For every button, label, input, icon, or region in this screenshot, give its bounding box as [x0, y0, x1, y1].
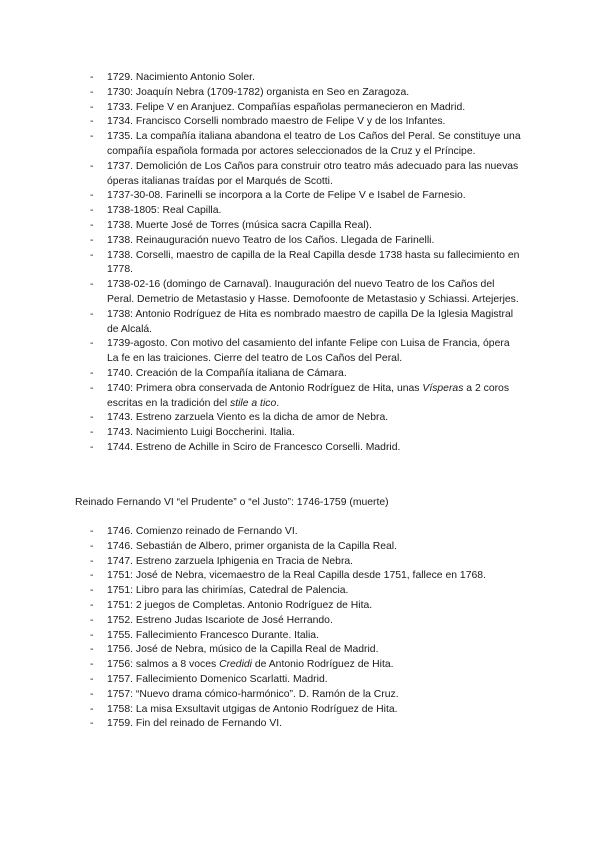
- list-item: - 1744. Estreno de Achille in Sciro de Francesco Corselli. Madrid.: [90, 441, 401, 453]
- list-item: - 1738-02-16 (domingo de Carnaval). Inauguración del nuevo Teatro de los Caños del Peral. Demetrio de Metastasio y Hasse. Demofoonte de Metastasio y Schiassi. Artejerjes.: [90, 279, 519, 305]
- item-text: 1757. Fallecimiento Domenico Scarlatti. Madrid.: [107, 673, 328, 685]
- list-item: - 1738. Muerte José de Torres (música sacra Capilla Real).: [90, 219, 372, 231]
- list-item: - 1756: salmos a 8 voces Credidi de Antonio Rodríguez de Hita.: [90, 659, 394, 671]
- item-text-middle: a 2 coros escritas en la tradición del: [107, 382, 510, 409]
- list-item: - 1740: Primera obra conservada de Antonio Rodríguez de Hita, unas Vísperas a 2 coros escritas en la tradición del stile a tico.: [90, 382, 510, 409]
- item-text: 1743. Nacimiento Luigi Boccherini. Italia.: [107, 427, 295, 439]
- list-item: - 1752. Estreno Judas Iscariote de José Herrando.: [90, 614, 333, 626]
- item-text: 1735. La compañía italiana abandona el teatro de Los Caños del Peral. Se constituye una compañía española formada por actores seleccionados de la Cruz y el Príncipe.: [107, 131, 521, 157]
- list-item: - 1735. La compañía italiana abandona el teatro de Los Caños del Peral. Se constituye una compañía española formada por actores seleccionados de la Cruz y el Príncipe.: [90, 131, 521, 157]
- list-item: - 1756. José de Nebra, músico de la Capilla Real de Madrid.: [90, 644, 379, 656]
- item-text: 1751: José de Nebra, vicemaestro de la Real Capilla desde 1751, fallece en 1768.: [107, 570, 486, 582]
- item-text-end: .: [276, 397, 280, 409]
- list-item: - 1739-agosto. Con motivo del casamiento del infante Felipe con Luisa de Francia, ópera La fe en las traiciones. Cierre del teatro de Los Caños del Peral.: [90, 338, 510, 365]
- item-text-start: 1756: salmos a 8 voces: [107, 659, 220, 671]
- item-text: 1756. José de Nebra, músico de la Capilla Real de Madrid.: [107, 644, 379, 656]
- item-text: 1733. Felipe V en Aranjuez. Compañías españolas permanecieron en Madrid.: [107, 101, 466, 113]
- section-heading-fernando-vi: Reinado Fernando VI “el Prudente” o “el Justo”: 1746-1759 (muerte): [75, 497, 389, 508]
- item-text: 1746. Sebastián de Albero, primer organista de la Capilla Real.: [107, 540, 397, 552]
- list-item: - 1757: “Nuevo drama cómico-harmónico”. D. Ramón de la Cruz.: [90, 688, 399, 700]
- item-text-end: de Antonio Rodríguez de Hita.: [251, 659, 394, 671]
- list-item: - 1738-1805: Real Capilla.: [90, 205, 222, 217]
- list-item: - 1758: La misa Exsultavit utgigas de Antonio Rodríguez de Hita.: [90, 703, 398, 715]
- item-text: 1751: Libro para las chirimías, Catedral de Palencia.: [107, 585, 349, 597]
- item-text: 1738. Muerte José de Torres (música sacra Capilla Real).: [107, 219, 372, 231]
- item-text: 1738-1805: Real Capilla.: [107, 205, 222, 217]
- list-item: - 1740. Creación de la Compañía italiana de Cámara.: [90, 367, 347, 379]
- item-text: 1755. Fallecimiento Francesco Durante. Italia.: [107, 629, 319, 641]
- item-text: 1738: Antonio Rodríguez de Hita es nombrado maestro de capilla De la Iglesia Magistral de Alcalá.: [107, 308, 514, 335]
- list-item: - 1737-30-08. Farinelli se incorpora a la Corte de Felipe V e Isabel de Farnesio.: [90, 190, 466, 202]
- item-text: 1734. Francisco Corselli nombrado maestro de Felipe V y de los Infantes.: [107, 116, 446, 128]
- item-text: 1738. Corselli, maestro de capilla de la Real Capilla desde 1738 hasta su fallecimiento en 1778.: [107, 249, 520, 276]
- list-item: - 1743. Estreno zarzuela Viento es la dicha de amor de Nebra.: [90, 412, 389, 424]
- list-item: - 1737. Demolición de Los Caños para construir otro teatro más adecuado para las nuevas óperas italianas traídas por el Marqués de Scotti.: [90, 160, 519, 187]
- list-item: - 1738: Antonio Rodríguez de Hita es nombrado maestro de capilla De la Iglesia Magistral de Alcalá.: [90, 308, 514, 335]
- list-item: - 1734. Francisco Corselli nombrado maestro de Felipe V y de los Infantes.: [90, 116, 446, 128]
- list-item: - 1743. Nacimiento Luigi Boccherini. Italia.: [90, 427, 295, 439]
- list-item: - 1747. Estreno zarzuela Iphigenia en Tracia de Nebra.: [90, 555, 354, 567]
- list-item: - 1751: José de Nebra, vicemaestro de la Real Capilla desde 1751, fallece en 1768.: [90, 570, 486, 582]
- list-item: - 1730: Joaquín Nebra (1709-1782) organista en Seo en Zaragoza.: [90, 86, 410, 98]
- events-list-felipe-v: [0, 71, 600, 456]
- list-item: - 1755. Fallecimiento Francesco Durante. Italia.: [90, 629, 319, 641]
- list-item: - 1757. Fallecimiento Domenico Scarlatti. Madrid.: [90, 673, 328, 685]
- item-text: 1744. Estreno de Achille in Sciro de Francesco Corselli. Madrid.: [107, 441, 401, 453]
- item-text: 1758: La misa Exsultavit utgigas de Antonio Rodríguez de Hita.: [107, 703, 398, 715]
- item-text-start: 1740: Primera obra conservada de Antonio Rodríguez de Hita, unas: [107, 382, 423, 394]
- list-item: - 1751: 2 juegos de Completas. Antonio Rodríguez de Hita.: [90, 599, 373, 611]
- item-text: 1730: Joaquín Nebra (1709-1782) organista en Seo en Zaragoza.: [107, 86, 410, 98]
- item-text: 1740. Creación de la Compañía italiana de Cámara.: [107, 367, 347, 379]
- item-text: 1737. Demolición de Los Caños para construir otro teatro más adecuado para las nuevas óperas italianas traídas por el Marqués de Scotti.: [107, 160, 519, 187]
- style-term: stile a tico: [230, 397, 277, 409]
- list-item: - 1738. Corselli, maestro de capilla de la Real Capilla desde 1738 hasta su fallecimiento en 1778.: [90, 249, 520, 276]
- item-text: 1737-30-08. Farinelli se incorpora a la Corte de Felipe V e Isabel de Farnesio.: [107, 190, 466, 202]
- item-text: 1747. Estreno zarzuela Iphigenia en Tracia de Nebra.: [107, 555, 354, 567]
- events-list-fernando-vi: [0, 525, 600, 732]
- item-text: 1738. Reinauguración nuevo Teatro de los Caños. Llegada de Farinelli.: [107, 234, 435, 246]
- work-title: Credidi: [219, 659, 252, 671]
- item-text: 1738-02-16 (domingo de Carnaval). Inauguración del nuevo Teatro de los Caños del Peral. Demetrio de Metastasio y Hasse. Demofoonte de Metastasio y Schiassi. Artejerjes.: [107, 279, 519, 305]
- item-text: 1752. Estreno Judas Iscariote de José Herrando.: [107, 614, 333, 626]
- list-item: - 1759. Fin del reinado de Fernando VI.: [90, 718, 283, 730]
- work-title: Vísperas: [422, 382, 464, 394]
- item-text: 1739-agosto. Con motivo del casamiento del infante Felipe con Luisa de Francia, ópera La fe en las traiciones. Cierre del teatro de Los Caños del Peral.: [107, 338, 510, 365]
- item-text: 1729. Nacimiento Antonio Soler.: [107, 72, 255, 83]
- item-text: 1743. Estreno zarzuela Viento es la dicha de amor de Nebra.: [107, 412, 389, 424]
- list-item: - 1729. Nacimiento Antonio Soler.: [90, 72, 255, 83]
- list-item: - 1751: Libro para las chirimías, Catedral de Palencia.: [90, 585, 349, 597]
- item-text: 1751: 2 juegos de Completas. Antonio Rodríguez de Hita.: [107, 599, 373, 611]
- item-text: 1759. Fin del reinado de Fernando VI.: [107, 718, 283, 730]
- item-text: 1757: “Nuevo drama cómico-harmónico”. D. Ramón de la Cruz.: [107, 688, 399, 700]
- list-item: - 1746. Comienzo reinado de Fernando VI.: [90, 526, 298, 537]
- item-text: 1746. Comienzo reinado de Fernando VI.: [107, 526, 298, 537]
- list-item: - 1738. Reinauguración nuevo Teatro de los Caños. Llegada de Farinelli.: [90, 234, 435, 246]
- list-item: - 1733. Felipe V en Aranjuez. Compañías españolas permanecieron en Madrid.: [90, 101, 466, 113]
- list-item: - 1746. Sebastián de Albero, primer organista de la Capilla Real.: [90, 540, 397, 552]
